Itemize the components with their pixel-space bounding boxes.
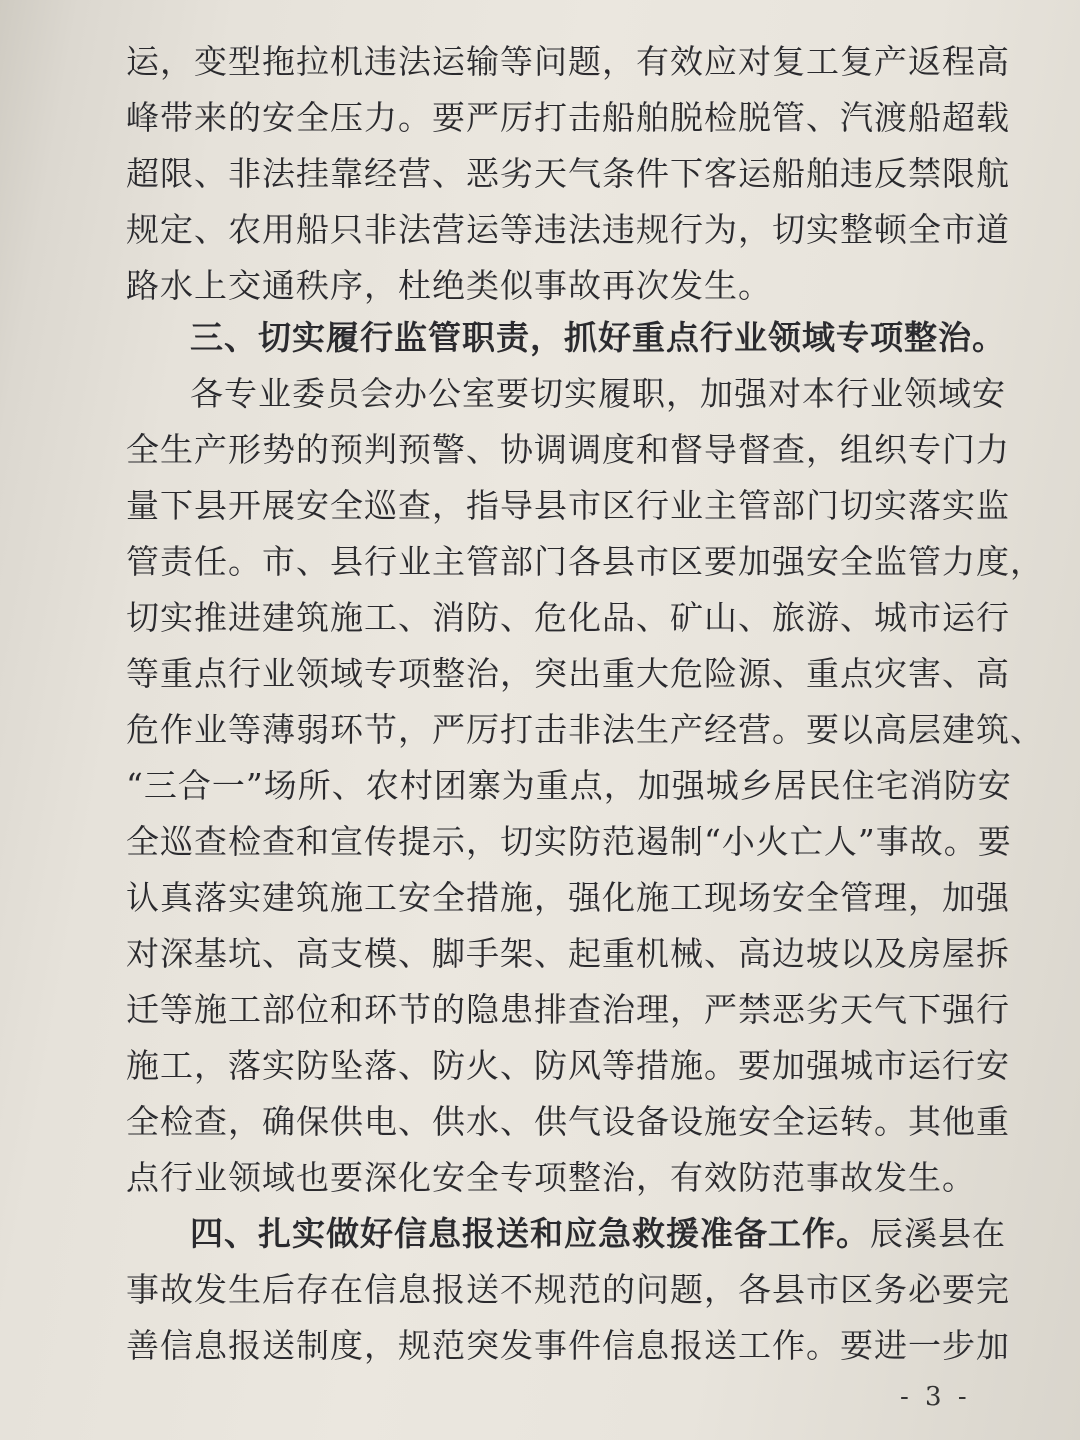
body-line: 全检查，确保供电、供水、供气设备设施安全运转。其他重 xyxy=(126,1102,1010,1141)
section-4-first-line xyxy=(190,1206,1006,1262)
body-line: 危作业等薄弱环节，严厉打击非法生产经营。要以高层建筑、 xyxy=(126,710,1044,749)
body-line: 等重点行业领域专项整治，突出重大危险源、重点灾害、高 xyxy=(126,654,1010,693)
body-line: 施工，落实防坠落、防火、防风等措施。要加强城市运行安 xyxy=(126,1046,1010,1085)
body-line: 全生产形势的预判预警、协调调度和督导督查，组织专门力 xyxy=(126,430,1010,469)
body-line: 管责任。市、县行业主管部门各县市区要加强安全监管力度， xyxy=(126,542,1044,581)
section-heading-4: 四、扎实做好信息报送和应急救援准备工作。 xyxy=(190,1214,870,1253)
body-line: 切实推进建筑施工、消防、危化品、矿山、旅游、城市运行 xyxy=(126,598,1010,637)
body-line: 峰带来的安全压力。要严厉打击船舶脱检脱管、汽渡船超载 xyxy=(126,98,1010,137)
body-line: 点行业领域也要深化安全专项整治，有效防范事故发生。 xyxy=(126,1158,976,1197)
body-text: 辰溪县在 xyxy=(870,1214,1006,1253)
body-line: 超限、非法挂靠经营、恶劣天气条件下客运船舶违反禁限航 xyxy=(126,154,1010,193)
body-line: 量下县开展安全巡查，指导县市区行业主管部门切实落实监 xyxy=(126,486,1010,525)
body-line: 善信息报送制度，规范突发事件信息报送工作。要进一步加 xyxy=(126,1326,1010,1365)
body-line: “三合一”场所、农村团寨为重点，加强城乡居民住宅消防安 xyxy=(126,766,1012,805)
body-line: 路水上交通秩序，杜绝类似事故再次发生。 xyxy=(126,266,772,305)
body-line: 各专业委员会办公室要切实履职，加强对本行业领域安 xyxy=(190,374,1006,413)
page-number: - 3 - xyxy=(900,1382,971,1412)
body-line: 对深基坑、高支模、脚手架、起重机械、高边坡以及房屋拆 xyxy=(126,934,1010,973)
body-line: 规定、农用船只非法营运等违法违规行为，切实整顿全市道 xyxy=(126,210,1010,249)
body-line: 认真落实建筑施工安全措施，强化施工现场安全管理，加强 xyxy=(126,878,1010,917)
body-line: 事故发生后存在信息报送不规范的问题，各县市区务必要完 xyxy=(126,1270,1010,1309)
body-line: 全巡查检查和宣传提示，切实防范遏制“小火亡人”事故。要 xyxy=(126,822,1012,861)
section-heading-3: 三、切实履行监管职责，抓好重点行业领域专项整治。 xyxy=(190,318,1006,357)
body-line: 迁等施工部位和环节的隐患排查治理，严禁恶劣天气下强行 xyxy=(126,990,1010,1029)
body-line: 运，变型拖拉机违法运输等问题，有效应对复工复产返程高 xyxy=(126,42,1010,81)
